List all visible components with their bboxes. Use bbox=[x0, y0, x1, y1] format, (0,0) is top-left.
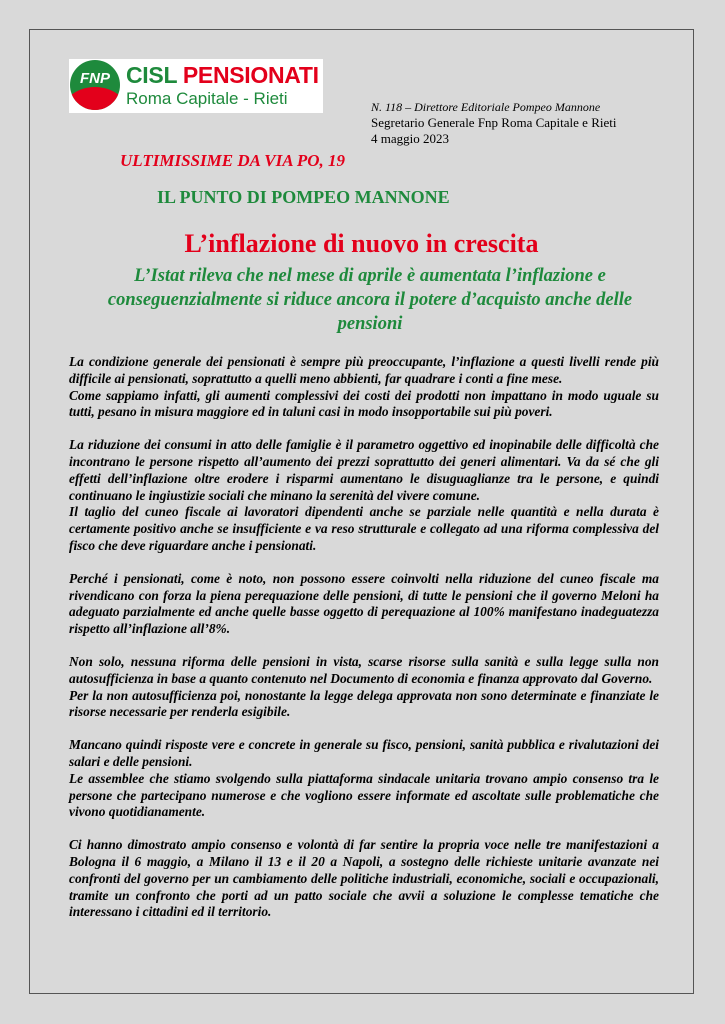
paragraph: Il taglio del cuneo fiscale ai lavoratori dipendenti anche se parziale nelle quantità e nella durata è certamente positivo anche se insufficiente e va reso strutturale e collegato ad una riforma complessiva del fisco che deve riguardare anche i pensionati. bbox=[69, 504, 659, 553]
paragraph: Per la non autosufficienza poi, nonostante la legge delega approvata non sono determinate e finanziate le risorse necessarie per renderla esigibile. bbox=[69, 687, 659, 720]
paragraph: La condizione generale dei pensionati è sempre più preoccupante, l’inflazione a questi livelli rende più difficile ai pensionati, soprattutto a quelli meno abbienti, far quadrare i conti a fine mese. bbox=[69, 354, 659, 386]
logo-title bbox=[126, 62, 319, 89]
logo-title-cisl: CISL bbox=[126, 62, 177, 88]
cisl-pensionati-logo bbox=[69, 59, 323, 113]
paragraph: Come sappiamo infatti, gli aumenti complessivi dei costi dei prodotti non impattano in modo uguale su tutti, pesano in misura maggiore ed in taluni casi in modo insopportabile sui più poveri. bbox=[69, 387, 659, 420]
article-body bbox=[69, 354, 659, 921]
fnp-badge-icon bbox=[70, 60, 120, 110]
fnp-badge-text: FNP bbox=[80, 70, 110, 87]
logo-title-pensionati: PENSIONATI bbox=[182, 62, 319, 88]
punto-kicker: IL PUNTO DI POMPEO MANNONE bbox=[157, 187, 450, 207]
subheadline: L’Istat rileva che nel mese di aprile è aumentata l’inflazione e conseguenzialmente si riduce ancora il potere d’acquisto anche delle pensioni bbox=[107, 266, 633, 334]
page-frame bbox=[29, 29, 694, 994]
paragraph: Non solo, nessuna riforma delle pensioni in vista, scarse risorse sulla sanità e sulla legge sulla non autosufficienza in base a quanto contenuto nel Documento di economia e finanza approvato dal Governo. bbox=[69, 653, 659, 686]
secretary-line: Segretario Generale Fnp Roma Capitale e Rieti bbox=[371, 115, 617, 130]
paragraph: Mancano quindi risposte vere e concrete in generale su fisco, pensioni, sanità pubblica e rivalutazioni dei salari e delle pensioni. bbox=[69, 737, 659, 769]
logo-subtitle: Roma Capitale - Rieti bbox=[126, 89, 288, 108]
issue-line: N. 118 – Direttore Editoriale Pompeo Mannone bbox=[371, 100, 601, 114]
ultimissime-kicker: ULTIMISSIME DA VIA PO, 19 bbox=[120, 151, 346, 170]
date-line: 4 maggio 2023 bbox=[371, 131, 449, 146]
paragraph: Le assemblee che stiamo svolgendo sulla piattaforma sindacale unitaria trovano ampio consenso tra le persone che partecipano numerose e che vogliono essere informate ed ascoltate sulle problematiche che vivono quotidianamente. bbox=[69, 770, 659, 820]
paragraph: Perché i pensionati, come è noto, non possono essere coinvolti nella riduzione del cuneo fiscale ma rivendicano con forza la piena perequazione delle pensioni, di tutte le pensioni che il governo Meloni ha adeguato parzialmente ed anche quelle basse oggetto di perequazione al 100% manifestano inadeguatezza rispetto all’inflazione all’8%. bbox=[69, 570, 659, 637]
paragraph: Ci hanno dimostrato ampio consenso e volontà di far sentire la propria voce nelle tre manifestazioni a Bologna il 6 maggio, a Milano il 13 e il 20 a Napoli, a sostegno delle richieste unitarie avanzate nei confronti del governo per un cambiamento delle politiche industriali, economiche, sociali e occupazionali, tramite un confronto che porti ad un patto sociale che avvii a soluzione le complesse tematiche che interessano i cittadini ed il territorio. bbox=[69, 837, 659, 920]
headline: L’inflazione di nuovo in crescita bbox=[184, 229, 539, 258]
paragraph: La riduzione dei consumi in atto delle famiglie è il parametro oggettivo ed inopinabile delle difficoltà che incontrano le persone rispetto all’aumento dei prezzi soprattutto dei generi alimentari. Va da sé che gli effetti dell’inflazione oltre erodere i risparmi aumentano le disuguaglianze tra le persone, e quindi continuano le ingiustizie sociali che minano la serenità del vivere comune. bbox=[69, 437, 659, 503]
